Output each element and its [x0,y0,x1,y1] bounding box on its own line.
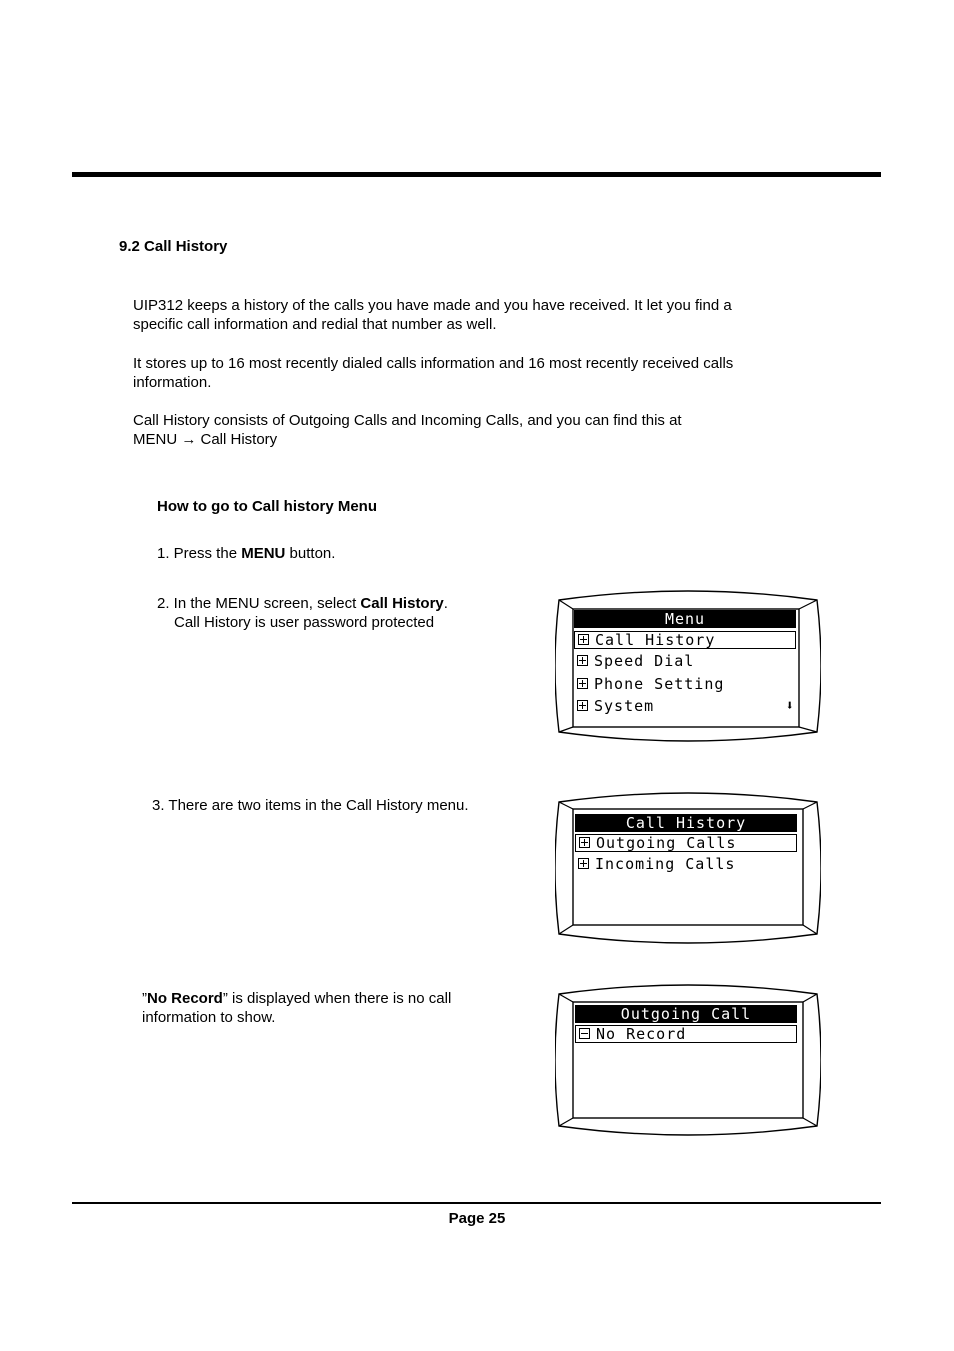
footer-rule [72,1202,881,1204]
howto-title: How to go to Call history Menu [157,498,377,515]
step-3: 3. There are two items in the Call History menu. [152,797,469,814]
step-text: button. [285,545,336,562]
menu-item-speed-dial[interactable] [574,652,794,670]
text-line: Call History consists of Outgoing Calls and Incoming Calls, and you can find this at [133,412,682,429]
no-record-note [142,989,451,1027]
lcd-menu-screen [555,588,821,744]
plus-box-icon [579,837,590,848]
menu-item-label: Incoming Calls [595,855,736,873]
lcd-display [574,610,796,724]
header-rule [72,172,881,177]
menu-item-label: System [594,697,655,715]
menu-item-phone-setting[interactable] [574,675,794,693]
intro-paragraph-2 [133,354,733,392]
section-title: 9.2 Call History [119,238,228,255]
note-text: information to show. [142,1009,276,1026]
plus-box-icon [577,678,588,689]
step-note: Call History is user password protected [174,614,435,631]
lcd-title: Outgoing Call [575,1005,797,1023]
page-number: Page 25 [448,1210,506,1227]
step-2 [157,594,448,632]
menu-item-label: Phone Setting [594,675,725,693]
step-keyword: Call History [360,595,444,612]
menu-item-call-history[interactable] [574,631,796,649]
text-line: information. [133,374,212,391]
step-text: 2. In the MENU screen, select [157,595,361,612]
lcd-outgoing-call-screen [555,982,821,1138]
lcd-call-history-screen [555,790,821,946]
note-text: ” [142,990,147,1007]
scroll-down-icon: ⬇ [785,698,794,714]
note-keyword: No Record [147,990,223,1007]
menu-item-outgoing-calls[interactable] [575,834,797,852]
plus-box-icon [578,634,589,645]
menu-item-incoming-calls[interactable] [575,855,795,873]
text-line: specific call information and redial that number as well. [133,316,497,333]
menu-item-label: Outgoing Calls [596,834,737,852]
note-text: ” is displayed when there is no call [222,990,452,1007]
text-line: UIP312 keeps a history of the calls you have made and you have received. It let you find a [133,297,732,314]
lcd-display [575,814,797,928]
menu-item-label: Speed Dial [594,652,695,670]
minus-box-icon [579,1028,590,1039]
lcd-title: Menu [574,610,796,628]
step-1 [157,544,335,563]
plus-box-icon [577,700,588,711]
intro-paragraph-1 [133,296,732,334]
text-line: MENU → Call History [133,431,278,448]
step-text: 1. Press the [157,545,242,562]
menu-item-label: Call History [595,631,716,649]
intro-paragraph-3 [133,411,682,449]
plus-box-icon [577,655,588,666]
step-keyword: MENU [241,545,286,562]
text-line: It stores up to 16 most recently dialed calls information and 16 most recently received calls [133,355,734,372]
menu-item-no-record[interactable] [575,1025,797,1043]
lcd-display [575,1005,797,1119]
lcd-title: Call History [575,814,797,832]
plus-box-icon [578,858,589,869]
menu-item-system[interactable] [574,697,794,715]
menu-item-label: No Record [596,1025,687,1043]
step-text: . [443,595,448,612]
